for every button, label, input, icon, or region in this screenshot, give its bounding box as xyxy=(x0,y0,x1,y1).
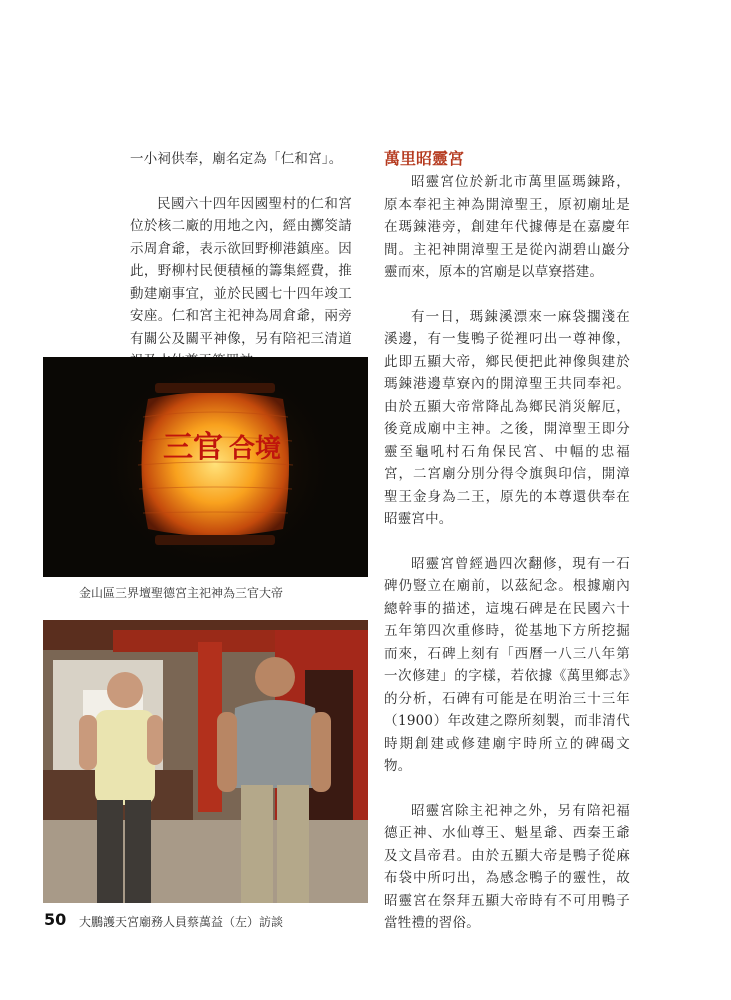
interview-photo xyxy=(43,620,368,903)
page-number: 50 xyxy=(44,910,67,929)
lantern-photo xyxy=(43,357,368,577)
left-paragraph-2: 民國六十四年因國聖村的仁和宮位於核二廠的用地之內，經由擲筊請示周倉爺，表示欲回野柳港鎮座。因此，野柳村民便積極的籌集經費，推動建廟事宜，並於民國七十四年竣工安座。仁和宮主祀神為周倉爺，兩旁有關公及關平神像，另有陪祀三清道 xyxy=(130,195,352,347)
right-paragraph-1: 昭靈宮位於新北市萬里區瑪鋉路，原本奉祀主神為開漳聖王，原初廟址是在瑪鋉港旁，創建年代據傳是在嘉慶年間。主祀神開漳聖王是從內湖碧山巖分靈而來，原本的宮廟是以草寮搭建。 xyxy=(384,174,630,280)
figure-caption-2: 大鵬護天宮廟務人員蔡萬益（左）訪談 xyxy=(79,915,284,929)
left-text-column xyxy=(130,148,352,373)
section-heading: 萬里昭靈宮 xyxy=(384,149,465,168)
right-text-column xyxy=(384,148,630,935)
right-paragraph-4: 昭靈宮除主祀神之外，另有陪祀福德正神、水仙尊王、魁星爺、西秦王爺及文昌帝君。由於五顯大帝是鴨子從麻布袋中所叼出，為感念鴨子的靈性，故昭靈宮在祭拜五顯大帝時有不可用鴨子當牲禮的習俗。 xyxy=(384,802,630,931)
lantern-char-2: 合境 xyxy=(228,434,282,464)
right-paragraph-2: 有一日，瑪鋉溪漂來一麻袋擱淺在溪邊，有一隻鴨子從裡叼出一尊神像，此即五顯大帝，鄉民便把此神像與建於瑪鋉港邊草寮內的開漳聖王共同奉祀。由於五顯大帝常降乩為鄉民消災解厄，後竟成廟中主神。之後，開漳聖王即分靈至龜吼村石角保民宮、中幅的忠福宮，二宮廟分別分得令旗與印信，開漳聖王金身為二王，原先的本尊還供奉在昭靈宮中。 xyxy=(384,308,630,527)
left-paragraph-1: 一小祠供奉，廟名定為「仁和宮」。 xyxy=(130,151,343,167)
figure-caption-1: 金山區三界壇聖德宮主祀神為三官大帝 xyxy=(79,586,284,600)
lantern-char-1: 三官 xyxy=(163,430,223,465)
right-paragraph-3: 昭靈宮曾經過四次翻修，現有一石碑仍豎立在廟前，以茲紀念。根據廟內總幹事的描述，這塊石碑是在民國六十五年第四次重修時，從基地下方所挖掘而來，石碑上刻有「西曆一八三八年第一次修建」的字樣，若依據《萬里鄉志》的分析，石碑有可能是在明治三十三年（1900）年改建之際所刻製，而非清代時期創建或修建廟宇時所立的碑碣文物。 xyxy=(384,555,630,774)
